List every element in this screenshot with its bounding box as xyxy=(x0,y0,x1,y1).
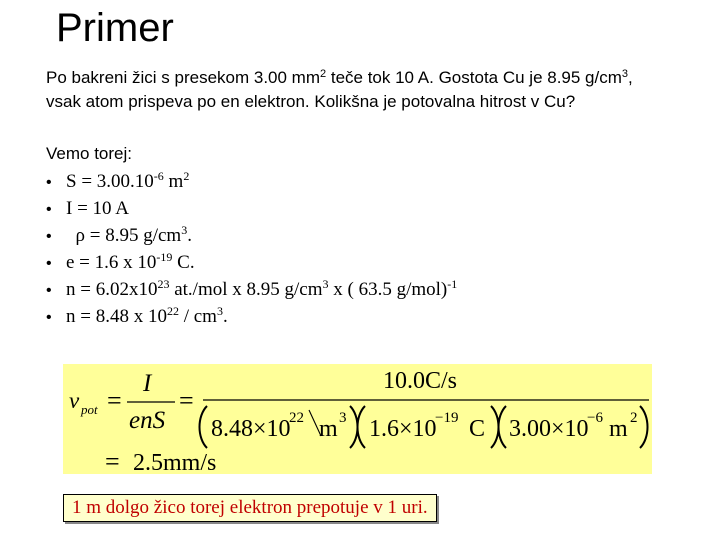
fact-exponent-2: 3 xyxy=(216,304,223,318)
fraction-numerator: I xyxy=(143,370,152,397)
fact-text: I = 10 A xyxy=(66,198,129,219)
term1-unit-exponent: 3 xyxy=(339,410,347,426)
fact-exponent: 23 xyxy=(157,277,170,291)
problem-statement xyxy=(46,66,666,114)
fact-text: n = 8.48 x 10 xyxy=(66,306,167,327)
given-list xyxy=(46,168,457,330)
bullet: • xyxy=(46,174,52,191)
fact-mid: / cm xyxy=(178,306,217,327)
term1-unit: m xyxy=(319,416,338,442)
result-value: 2.5mm/s xyxy=(133,450,217,474)
intro-part-2: teče tok 10 A. Gostota Cu je 8.95 g/cm xyxy=(326,68,622,87)
fact-exponent: 3 xyxy=(181,223,188,237)
equals-3: = xyxy=(105,447,120,474)
v-symbol: v xyxy=(69,388,80,413)
fact-exponent: 22 xyxy=(166,304,179,318)
equals-2: = xyxy=(179,386,194,415)
paren-open-1 xyxy=(200,406,208,448)
paren-open-3 xyxy=(499,406,507,448)
bullet: • xyxy=(46,282,52,299)
fact-tail: . xyxy=(187,225,192,246)
fact-electron-density xyxy=(46,303,457,330)
paren-close-3 xyxy=(640,406,648,448)
given-label: Vemo torej: xyxy=(46,144,132,163)
fact-charge xyxy=(46,249,457,276)
equals-1: = xyxy=(107,386,122,415)
v-subscript: pot xyxy=(81,402,98,417)
fact-exponent: -19 xyxy=(156,250,173,264)
term3-exponent: −6 xyxy=(587,410,603,426)
intro-part-3: , vsak atom prispeva po en elektron. Kolikšna je potovalna hitrost v Cu? xyxy=(46,68,633,111)
fact-density-calc xyxy=(46,276,457,303)
fact-mid-2: x ( 63.5 g/mol) xyxy=(328,279,448,300)
term3-unit: m xyxy=(609,416,628,442)
bullet: • xyxy=(46,255,52,272)
fact-text: S = 3.00.10 xyxy=(66,171,154,192)
drift-velocity-formula xyxy=(63,364,652,474)
fact-unit-exponent: 2 xyxy=(183,169,190,183)
intro-part-1: Po bakreni žici s presekom 3.00 mm xyxy=(46,68,320,87)
fact-text: n = 6.02x10 xyxy=(66,279,158,300)
fact-text: e = 1.6 x 10 xyxy=(66,252,157,273)
fraction-denominator: enS xyxy=(129,407,166,434)
intro-sup-2: 3 xyxy=(621,68,629,80)
term2-unit: C xyxy=(469,416,486,442)
term2-coefficient: 1.6×10 xyxy=(369,416,437,442)
intro-sup-1: 2 xyxy=(320,68,327,80)
term3-coefficient: 3.00×10 xyxy=(509,416,589,442)
fact-tail: C. xyxy=(172,252,195,273)
fact-unit: m xyxy=(163,171,184,192)
fact-tail: . xyxy=(222,306,228,327)
bullet: • xyxy=(46,309,52,326)
numerator: 10.0C/s xyxy=(383,368,458,394)
fact-exponent-3: -1 xyxy=(447,277,458,291)
paren-close-1 xyxy=(350,406,358,448)
fact-cross-section xyxy=(46,168,457,195)
fact-exponent: -6 xyxy=(153,169,164,183)
term1-coefficient: 8.48×10 xyxy=(211,416,291,442)
fact-current xyxy=(46,195,457,222)
formula-box xyxy=(63,364,652,474)
fact-density xyxy=(46,222,457,249)
paren-close-2 xyxy=(491,406,499,448)
bullet: • xyxy=(46,201,52,218)
fact-text: ρ = 8.95 g/cm xyxy=(66,225,182,246)
fact-mid: at./mol x 8.95 g/cm xyxy=(169,279,323,300)
term3-unit-exponent: 2 xyxy=(630,410,638,426)
paren-open-2 xyxy=(358,406,366,448)
slide-title: Primer xyxy=(56,6,174,50)
conclusion-callout: 1 m dolgo žico torej elektron prepotuje v 1 uri. xyxy=(63,494,437,522)
fact-exponent-2: 3 xyxy=(322,277,329,291)
term2-exponent: −19 xyxy=(435,410,459,426)
bullet: • xyxy=(46,228,52,245)
term1-exponent: 22 xyxy=(289,410,304,426)
